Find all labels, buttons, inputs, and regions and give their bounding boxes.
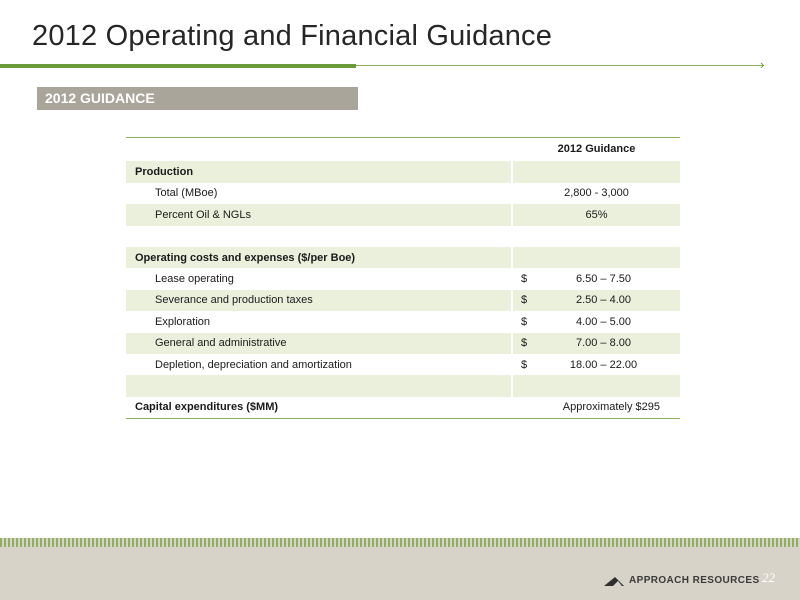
currency-symbol: $ — [521, 294, 528, 307]
row-value: 4.00 – 5.00 — [575, 315, 632, 328]
table-row-spacer — [126, 226, 680, 247]
title-underline-thin — [356, 65, 764, 66]
row-label: General and administrative — [155, 337, 287, 350]
slide-footer — [0, 538, 800, 600]
page-number: 22 — [762, 570, 775, 585]
company-name: APPROACH RESOURCES — [629, 575, 760, 586]
row-value: 7.00 – 8.00 — [575, 337, 632, 350]
currency-symbol: $ — [521, 337, 528, 350]
section-banner: 2012 GUIDANCE — [37, 87, 358, 110]
currency-symbol: $ — [521, 273, 528, 286]
table-row — [126, 333, 680, 354]
mountain-logo-icon — [604, 576, 624, 586]
title-underline-thick — [0, 64, 356, 68]
row-value: Approximately $295 — [562, 401, 660, 414]
currency-symbol: $ — [521, 358, 528, 371]
row-label: Total (MBoe) — [155, 187, 218, 200]
row-label: Depletion, depreciation and amortization — [155, 358, 352, 371]
section-label-capex: Capital expenditures ($MM) — [135, 401, 279, 414]
table-row-spacer — [126, 375, 680, 396]
chevron-right-icon: › — [760, 57, 765, 72]
table-row — [126, 354, 680, 375]
guidance-table — [126, 137, 680, 419]
row-value: 6.50 – 7.50 — [575, 273, 632, 286]
table-row — [126, 183, 680, 204]
table-row — [126, 268, 680, 289]
table-row — [126, 290, 680, 311]
company-logo — [604, 575, 760, 586]
currency-symbol: $ — [521, 315, 528, 328]
table-row — [126, 397, 680, 418]
column-header-2012-guidance: 2012 Guidance — [557, 142, 636, 155]
table-row — [126, 204, 680, 225]
section-label-production: Production — [135, 166, 194, 179]
slide-title: 2012 Operating and Financial Guidance — [32, 20, 553, 52]
row-value: 2,800 - 3,000 — [564, 187, 629, 200]
table-row — [126, 161, 680, 182]
table-row — [126, 311, 680, 332]
row-value: 65% — [585, 208, 608, 221]
row-label: Severance and production taxes — [155, 294, 313, 307]
row-label: Lease operating — [155, 273, 234, 286]
footer-stripe-band — [0, 538, 800, 547]
row-label: Exploration — [155, 315, 211, 328]
row-value: 18.00 – 22.00 — [569, 358, 638, 371]
row-value: 2.50 – 4.00 — [575, 294, 632, 307]
section-label-operating-costs: Operating costs and expenses ($/per Boe) — [135, 251, 356, 264]
row-label: Percent Oil & NGLs — [155, 208, 251, 221]
table-row — [126, 247, 680, 268]
table-header-row — [126, 138, 680, 161]
